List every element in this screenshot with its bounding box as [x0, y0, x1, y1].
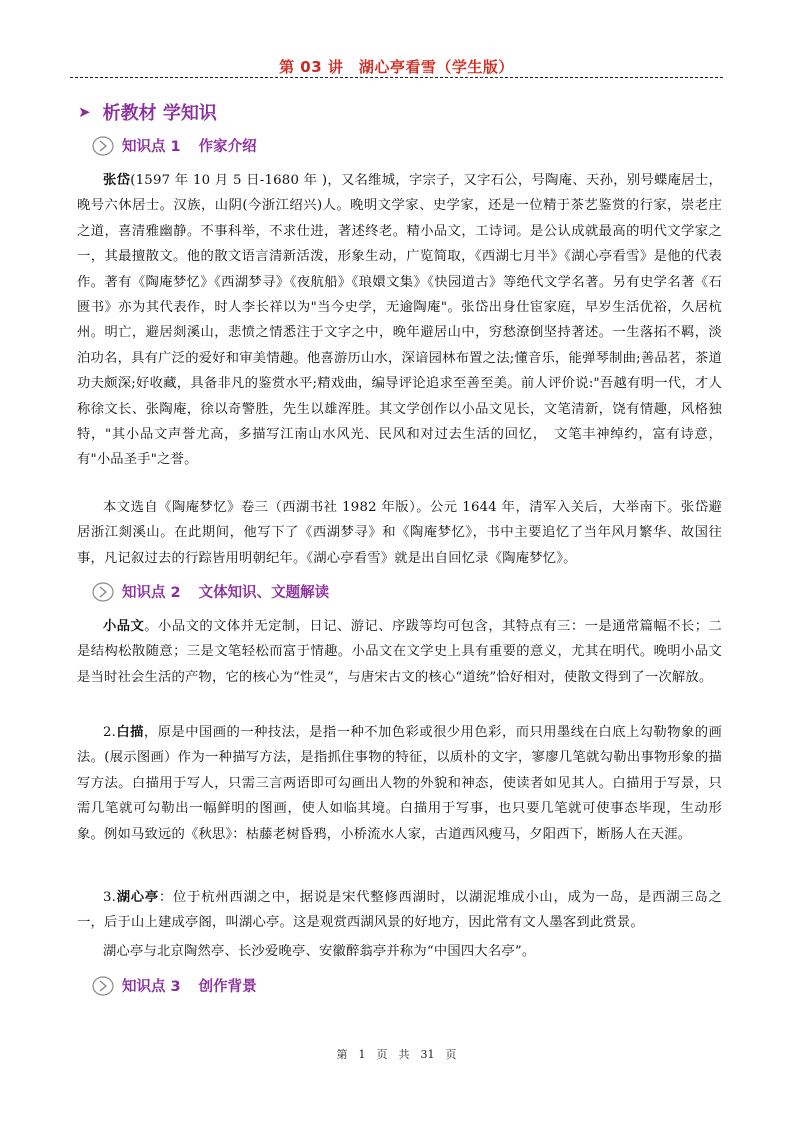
term-baimiao: 白描: [116, 725, 144, 740]
baimiao-paragraph: 2.白描，原是中国画的一种技法，是指一种不加色彩或很少用色彩，而只用墨线在白底上勾勒物象的画法。(展示图画）作为一种描写方法，是指抓住事物的特征，以质朴的文字，寥廖几笔就勾勒出事物形象的描写方法。白描用于写人，只需三言两语即可勾画出人物的外貌和神态，使读者如见其人。白描用于写景，只需几笔就可勾勒出一幅鲜明的图画，使人如临其境。白描用于写事，也只要几笔就可使事态毕现，生动形象。例如马致远的《秋思》：枯藤老树昏鸦，小桥流水人家，古道西风瘦马，夕阳西下，断肠人在天涯。: [77, 725, 723, 842]
section-heading: [78, 99, 217, 125]
knowledge-point-number: 知识点 3: [122, 979, 181, 995]
knowledge-point-3-heading: [92, 975, 257, 996]
term-huxinting: 湖心亭: [116, 890, 159, 905]
circle-chevron-icon: [92, 136, 114, 156]
huxinting-paragraph: 3.湖心亭：位于杭州西湖之中，据说是宋代整修西湖时，以湖泥堆成小山，成为一岛，是西湖三岛之一，后于山上建成亭阁，叫湖心亭。这是观赏西湖风景的好地方，因此常有文人墨客到此赏景。: [77, 890, 722, 931]
knowledge-point-number: 知识点 2: [122, 585, 181, 601]
circle-chevron-icon: [92, 976, 114, 996]
four-pavilions-paragraph: 湖心亭与北京陶然亭、长沙爱晚亭、安徽醉翁亭并称为“中国四大名亭”。: [103, 944, 536, 959]
term-zhang-dai: 张岱: [103, 173, 131, 188]
knowledge-point-2-heading: [92, 581, 329, 602]
essay-genre-paragraph: 小品文。小品文的文体并无定制，日记、游记、序跋等均可包含，其特点有三：一是通常篇幅不长；二是结构松散随意；三是文笔轻松而富于情趣。小品文在文学史上具有重要的意义，尤其在明代。晚明小品文是当时社会生活的产物，它的核心为“性灵”，与唐宋古文的核心“道统”恰好相对，使散文得到了一次解放。: [77, 619, 722, 685]
author-intro-paragraph: 张岱(1597 年 10 月 5 日-1680 年 )，又名维城，字宗子，又字石公，号陶庵、天孙，别号蝶庵居士，晚号六休居士。汉族，山阴(今浙江绍兴)人。晚明文学家、史学家，还是一位精于茶艺鉴赏的行家，崇老庄之道，喜清雅幽静。不事科举，不求仕进，著述终老。精小品文，工诗词。是公认成就最高的明代文学家之一，其最擅散文。他的散文语言清新活泼，形象生动，广览简取，《西湖七月半》《湖心亭看雪》是他的代表作。著有《陶庵梦忆》《西湖梦寻》《夜航船》《琅嬛文集》《快园道古》等绝代文学名著。另有史学名著《石匮书》亦为其代表作，时人李长祥以为"当今史学，无逾陶庵"。张岱出身仕宦家庭，早岁生活优裕，久居杭州。明亡，避居剡溪山，悲愤之情悉注于文字之中，晚年避居山中，穷愁潦倒坚持著述。一生落拓不羁，淡泊功名，具有广泛的爱好和审美情趣。他喜游历山水，深谙园林布置之法;懂音乐，能弹琴制曲;善品茗，茶道功夫颇深;好收藏，具备非凡的鉴赏水平;精戏曲，编导评论追求至善至美。前人评价说:"吾越有明一代，才人称徐文长、张陶庵，徐以奇警胜，先生以雄浑胜。其文学创作以小品文见长，文笔清新，饶有情趣，风格独特，"其小品文声誉尤高，多描写江南山水风光、民风和对过去生活的回忆， 文笔丰神绰约，富有诗意，有"小品圣手"之誉。: [77, 173, 722, 468]
section-title: 析教材 学知识: [102, 103, 217, 124]
header-divider: [70, 77, 723, 78]
circle-chevron-icon: [92, 582, 114, 602]
knowledge-point-title: 创作背景: [198, 979, 257, 995]
knowledge-point-1-heading: [92, 135, 257, 156]
source-paragraph: 本文选自《陶庵梦忆》卷三（西湖书社 1982 年版）。公元 1644 年，清军入关后，大举南下。张岱避居浙江剡溪山。在此期间，他写下了《西湖梦寻》和《陶庵梦忆》，书中主要追忆了当年风月繁华、故国往事，凡记叙过去的行踪皆用明朝纪年。《湖心亭看雪》就是出自回忆录《陶庵梦忆》。: [77, 500, 722, 566]
knowledge-point-title: 文体知识、文题解读: [198, 585, 330, 601]
header-title: 第 03 讲 湖心亭看雪（学生版）: [279, 58, 514, 76]
term-xiaopinwen: 小品文: [103, 619, 145, 634]
page-footer: 第 1 页 共 31 页: [336, 1048, 457, 1061]
knowledge-point-number: 知识点 1: [122, 139, 181, 155]
arrow-icon: ➤: [78, 103, 91, 121]
knowledge-point-title: 作家介绍: [198, 139, 257, 155]
